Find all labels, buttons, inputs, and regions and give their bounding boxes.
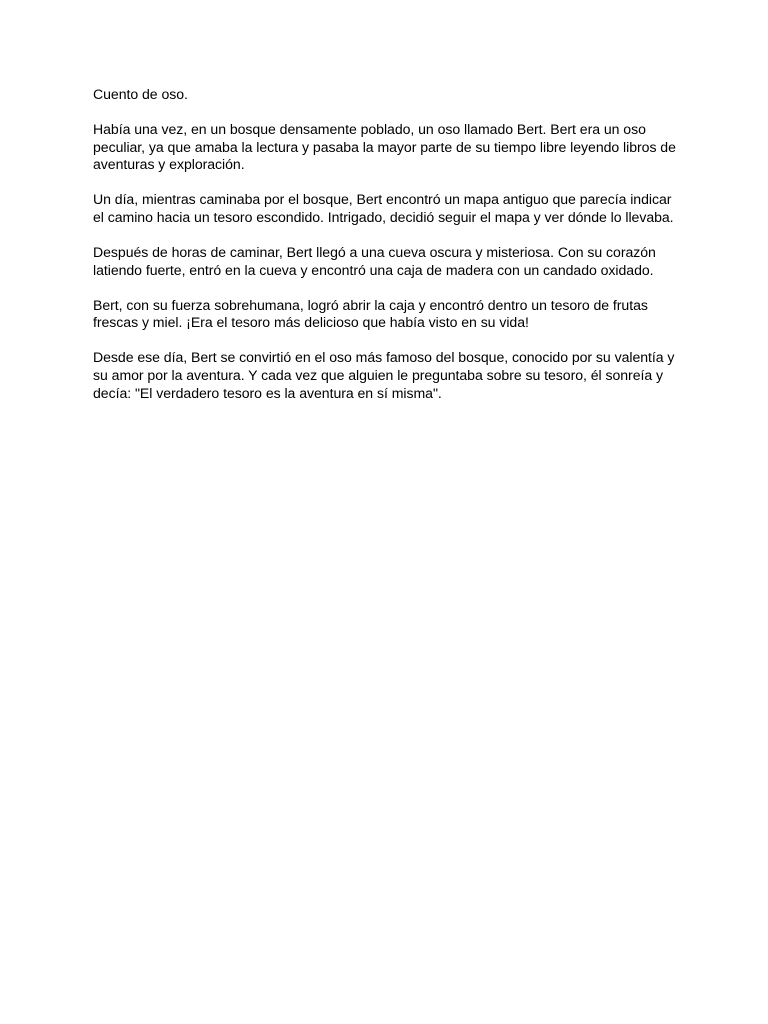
document-body — [93, 86, 683, 402]
paragraph-4: Bert, con su fuerza sobrehumana, logró abrir la caja y encontró dentro un tesoro de frutas frescas y miel. ¡Era el tesoro más delicioso que había visto en su vida! — [93, 296, 648, 331]
paragraph-2: Un día, mientras caminaba por el bosque, Bert encontró un mapa antiguo que parecía indicar el camino hacia un tesoro escondido. Intrigado, decidió seguir el mapa y ver dónde lo llevaba. — [93, 191, 674, 225]
document-title: Cuento de oso. — [93, 86, 188, 102]
paragraph-3: Después de horas de caminar, Bert llegó a una cueva oscura y misteriosa. Con su corazón latiendo fuerte, entró en la cueva y encontró una caja de madera con un candado oxidado. — [93, 244, 656, 278]
paragraph-1: Había una vez, en un bosque densamente poblado, un oso llamado Bert. Bert era un oso peculiar, ya que amaba la lectura y pasaba la mayor parte de su tiempo libre leyendo libros de aventuras y exploración. — [93, 121, 676, 173]
paragraph-5: Desde ese día, Bert se convirtió en el oso más famoso del bosque, conocido por su valentía y su amor por la aventura. Y cada vez que alguien le preguntaba sobre su tesoro, él sonreía y decía: "El verdadero tesoro es la aventura en sí misma". — [93, 349, 675, 401]
